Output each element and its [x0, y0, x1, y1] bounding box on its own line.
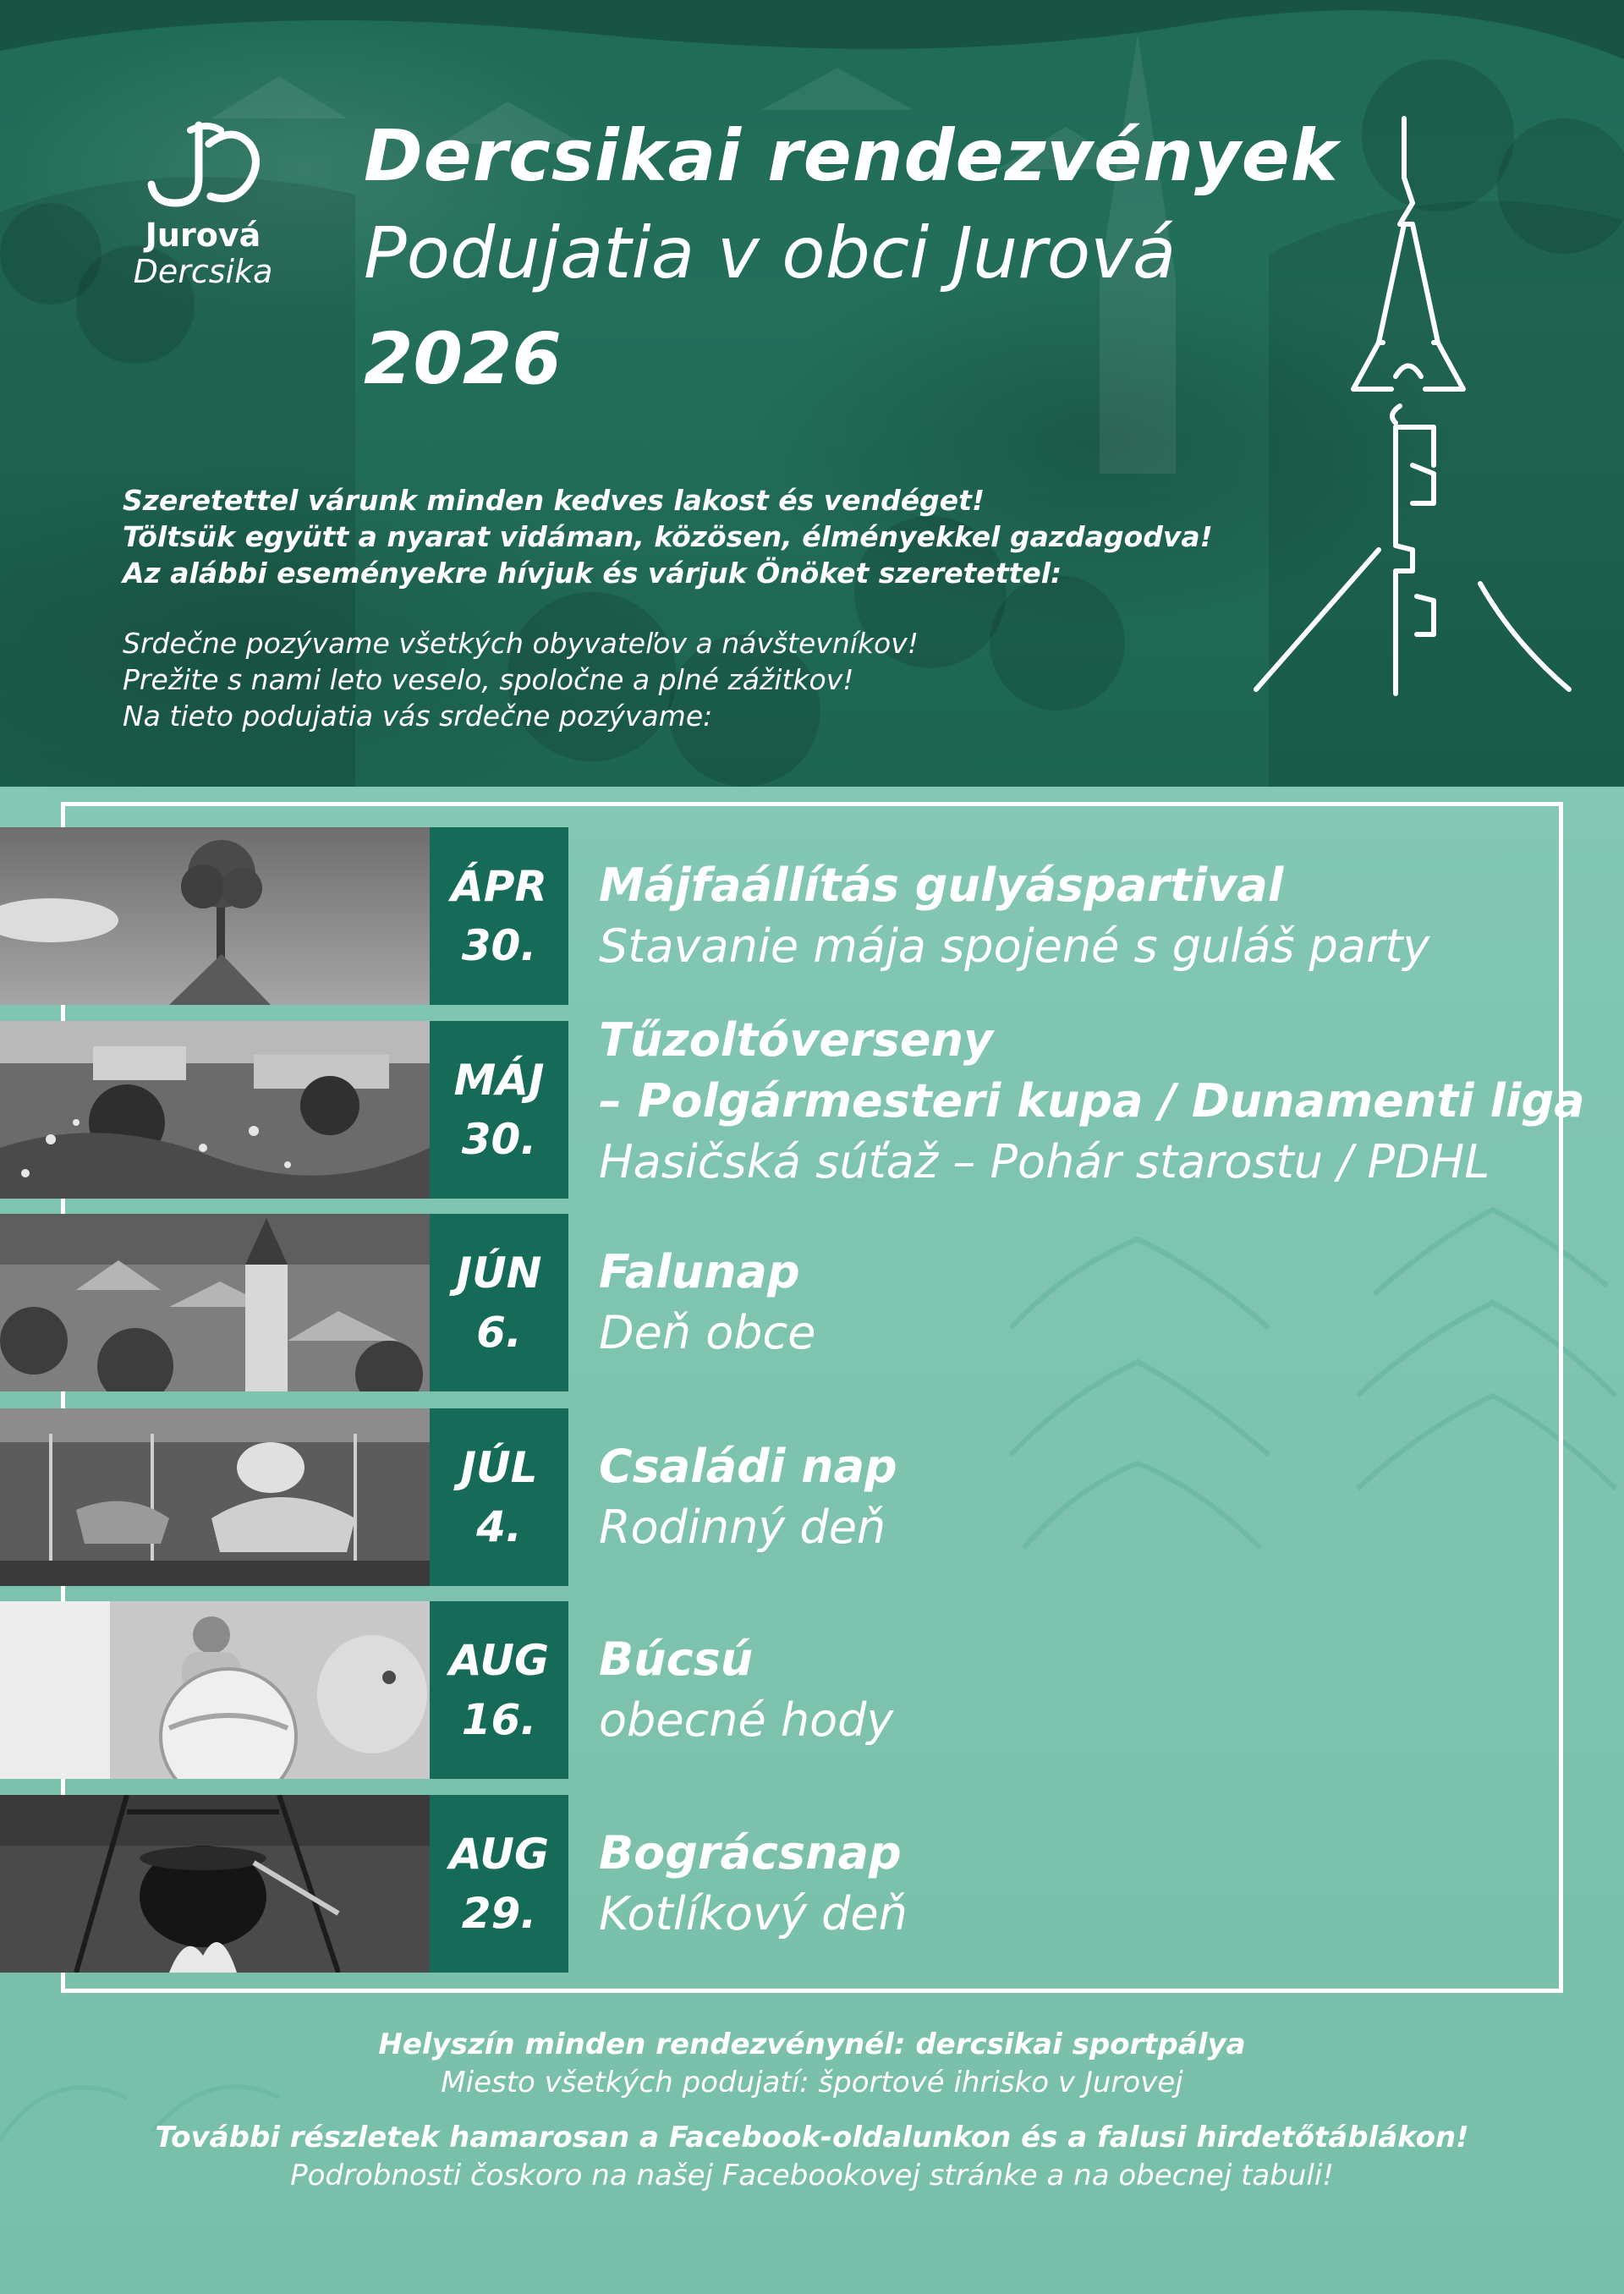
intro-hu-line: Szeretettel várunk minden kedves lakost és vendéget! — [123, 484, 985, 517]
event-row — [0, 827, 1624, 1005]
maypole-photo — [0, 827, 430, 1005]
event-date — [430, 1795, 568, 1973]
event-month: AUG — [448, 1636, 550, 1685]
event-title-hu: – Polgármesteri kupa / Dunamenti liga — [599, 1074, 1585, 1128]
more-info-hu: További részletek hamarosan a Facebook-oldalunkon és a falusi hirdetőtáblákon! — [155, 2121, 1469, 2154]
intro-sk-line: Srdečne pozývame všetkých obyvateľov a návštevníkov! — [123, 627, 919, 660]
event-row — [0, 1214, 1624, 1391]
event-day: 30. — [461, 1115, 537, 1164]
cauldron-photo — [0, 1795, 430, 1973]
event-date — [430, 1408, 568, 1586]
venue-sk: Miesto všetkých podujatí: športové ihrisko v Jurovej — [441, 2066, 1183, 2099]
event-date — [430, 1601, 568, 1779]
event-text — [599, 1013, 1585, 1190]
year: 2026 — [364, 317, 562, 400]
event-day: 29. — [461, 1889, 537, 1938]
event-day: 4. — [476, 1502, 522, 1551]
event-date — [430, 1214, 568, 1391]
event-day: 6. — [476, 1308, 522, 1357]
event-month: MÁJ — [453, 1056, 545, 1105]
village-church-photo — [0, 1214, 430, 1391]
event-row — [0, 1408, 1624, 1586]
event-month: JÚL — [460, 1443, 538, 1492]
logo-name-hu: Dercsika — [133, 253, 273, 290]
event-title-hu: Falunap — [599, 1245, 800, 1298]
event-date — [430, 1021, 568, 1199]
title-hu: Dercsikai rendezvények — [364, 114, 1339, 197]
footer — [0, 2026, 1624, 2195]
event-text — [599, 1408, 897, 1586]
event-title-hu: Családi nap — [599, 1440, 897, 1493]
event-month: AUG — [448, 1830, 550, 1879]
event-title-sk: Stavanie mája spojené s guláš party — [599, 919, 1430, 973]
intro-hu-line: Töltsük együtt a nyarat vidáman, közösen, élményekkel gazdagodva! — [123, 520, 1213, 553]
event-month: JÚN — [456, 1249, 542, 1298]
more-info-sk: Podrobnosti čoskoro na našej Facebookovej stránke a na obecnej tabuli! — [290, 2159, 1334, 2192]
intro-sk-line: Na tieto podujatia vás srdečne pozývame: — [123, 700, 713, 733]
event-text — [599, 1214, 815, 1391]
event-title-sk: obecné hody — [599, 1693, 894, 1747]
event-row — [0, 1013, 1624, 1199]
event-month: ÁPR — [451, 862, 547, 911]
event-title-hu: Májfaállítás gulyáspartival — [599, 859, 1284, 912]
event-title-hu: Bográcsnap — [599, 1826, 902, 1880]
event-row — [0, 1795, 1624, 1973]
event-day: 30. — [461, 921, 537, 970]
event-day: 16. — [461, 1695, 537, 1744]
event-text — [599, 827, 1429, 1005]
intro-sk-line: Prežite s nami leto veselo, spoločne a plné zážitkov! — [123, 663, 854, 696]
event-title-hu: Búcsú — [599, 1633, 754, 1686]
event-date — [430, 827, 568, 1005]
venue-hu: Helyszín minden rendezvénynél: dercsikai sportpálya — [378, 2028, 1246, 2061]
event-text — [599, 1795, 908, 1973]
event-title-sk: Hasičská súťaž – Pohár starostu / PDHL — [599, 1135, 1490, 1188]
intro-hu-line: Az alábbi eseményekre hívjuk és várjuk Önöket szeretettel: — [123, 557, 1062, 590]
event-title-hu: Tűzoltóverseny — [599, 1013, 994, 1067]
bouncy-castle-photo — [0, 1601, 430, 1779]
firefighters-photo — [0, 1021, 430, 1199]
event-title-sk: Rodinný deň — [599, 1501, 886, 1554]
event-row — [0, 1601, 1624, 1779]
carousel-photo — [0, 1408, 430, 1586]
event-title-sk: Kotlíkový deň — [599, 1887, 908, 1940]
event-title-sk: Deň obce — [599, 1306, 816, 1359]
event-text — [599, 1601, 893, 1779]
title-sk: Podujatia v obci Jurová — [364, 211, 1177, 294]
logo-name-sk: Jurová — [145, 217, 261, 254]
